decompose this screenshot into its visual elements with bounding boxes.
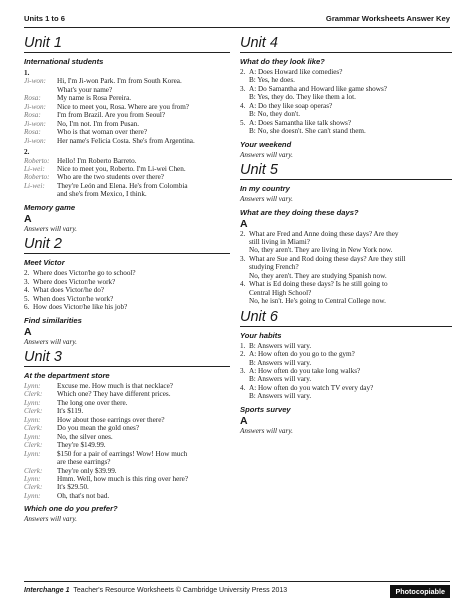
answer-line	[240, 238, 452, 246]
item-number	[240, 375, 249, 383]
item-number	[240, 246, 249, 254]
answers-vary: Answers will vary.	[24, 515, 77, 524]
dialog-line	[24, 137, 230, 145]
item-number: 5.	[240, 118, 246, 127]
answer-line	[240, 85, 452, 93]
item-number	[240, 263, 249, 271]
answers-vary: Answers will vary.	[24, 337, 77, 346]
answer-line	[24, 303, 230, 311]
speaker-name: Li-wei:	[24, 164, 45, 173]
answer-text: B: Answers will vary.	[249, 375, 312, 384]
dialog-line	[24, 128, 230, 136]
item-number: 2.	[240, 68, 246, 76]
unit-5-title: Unit 5	[240, 162, 452, 180]
unit-1-title: Unit 1	[24, 35, 230, 53]
dialog-line	[24, 165, 230, 173]
answer-text: A: Do Samantha and Howard like game shows?	[249, 84, 387, 93]
section-heading: Meet Victor	[24, 258, 65, 268]
dialog-line	[24, 407, 230, 415]
item-number: 2.	[240, 229, 246, 238]
answer-text: A: Does Howard like comedies?	[249, 68, 343, 76]
dialog-line	[24, 103, 230, 111]
answer-text: A: How often do you go to the gym?	[249, 350, 355, 359]
answer-line	[24, 295, 230, 303]
photocopiable-badge: Photocopiable	[390, 585, 450, 598]
unit-4-title: Unit 4	[240, 35, 452, 53]
footer-rule	[24, 581, 450, 582]
header-rule	[24, 27, 450, 28]
section-heading: What are they doing these days?	[240, 207, 359, 217]
item-number	[240, 359, 249, 367]
exercise-number: 2.	[24, 148, 30, 157]
dialog-line	[24, 475, 230, 483]
item-number: 3.	[240, 254, 246, 263]
item-number	[240, 297, 249, 305]
answer-line	[240, 255, 452, 263]
speaker-name: Rosa:	[24, 94, 41, 103]
answer-text: B: Answers will vary.	[249, 392, 312, 401]
exercise-letter: A	[240, 217, 248, 230]
dialog-line	[24, 424, 230, 432]
answer-text: Central High School?	[249, 288, 312, 297]
item-number	[240, 110, 249, 118]
answer-text: A: Do they like soap operas?	[249, 101, 333, 110]
dialog-line	[24, 467, 230, 475]
answer-line	[240, 342, 452, 350]
answer-line	[240, 359, 452, 367]
answer-line	[24, 286, 230, 294]
speaker-name: Clerk:	[24, 466, 43, 475]
dialog-line	[24, 190, 230, 198]
item-number	[240, 289, 249, 297]
section-heading: Your habits	[240, 330, 282, 340]
dialog-line	[24, 441, 230, 449]
dialog-line	[24, 450, 230, 458]
speaker-name: Clerk:	[24, 483, 43, 492]
speaker-name: Clerk:	[24, 424, 43, 433]
item-number	[240, 93, 249, 101]
dialog-line	[24, 483, 230, 491]
dialog-text: The long one over there.	[57, 398, 128, 407]
dialog-text: How about those earrings over there?	[57, 415, 165, 424]
item-number: 6.	[24, 303, 30, 312]
answer-line	[240, 272, 452, 280]
dialog-text: My name is Rosa Pereira.	[57, 94, 132, 103]
answer-line	[24, 278, 230, 286]
answer-line	[240, 375, 452, 383]
section-heading: At the department store	[24, 370, 110, 380]
dialog-line	[24, 458, 230, 466]
answer-line	[240, 110, 452, 118]
dialog-text: I'm from Brazil. Are you from Seoul?	[57, 111, 166, 120]
answer-text: B: Answers will vary.	[249, 341, 312, 350]
dialog-text: They're only $39.99.	[57, 466, 117, 475]
speaker-name: Lynn:	[24, 474, 41, 483]
header-left: Units 1 to 6	[24, 14, 65, 23]
dialog-text: are these earrings?	[57, 458, 111, 467]
answer-line	[240, 230, 452, 238]
answers-vary: Answers will vary.	[240, 150, 293, 159]
section-heading: Memory game	[24, 202, 76, 212]
item-number: 4.	[24, 286, 30, 295]
speaker-name: Clerk:	[24, 441, 43, 450]
dialog-text: Hi, I'm Ji-won Park. I'm from South Korea.	[57, 77, 182, 86]
answer-line	[240, 93, 452, 101]
dialog-text: Who are the two students over there?	[57, 173, 164, 182]
section-heading: Which one do you prefer?	[24, 504, 118, 514]
answer-text: B: Yes, they do. They like them a lot.	[249, 93, 356, 102]
section-heading: Sports survey	[240, 404, 291, 414]
footer-credit: Teacher's Resource Worksheets © Cambridge University Press 2013	[73, 587, 288, 594]
answer-text: A: Does Samantha like talk shows?	[249, 118, 352, 127]
dialog-text: It's $119.	[57, 407, 84, 416]
section-heading: What do they look like?	[240, 57, 325, 66]
answer-text: How does Victor/he like his job?	[33, 303, 128, 312]
footer-series: Interchange 1	[24, 587, 70, 594]
page-header	[24, 14, 450, 28]
answer-line	[240, 246, 452, 254]
answer-line	[240, 119, 452, 127]
dialog-text: and she's from Mexico, I think.	[57, 190, 147, 199]
exercise-number: 1.	[24, 69, 30, 77]
dialog-line	[24, 111, 230, 119]
dialog-text: $150 for a pair of earrings! Wow! How much	[57, 449, 188, 458]
speaker-name: Ji-won:	[24, 136, 46, 145]
answer-text: No, they aren't. They are studying Spanish now.	[249, 271, 387, 280]
answer-text: What is Ed doing these days? Is he still going to	[249, 280, 388, 289]
item-number	[240, 76, 249, 84]
dialog-text: They're León and Elena. He's from Colombia	[57, 181, 188, 190]
dialog-text: Oh, that's not bad.	[57, 491, 110, 500]
answer-line	[240, 392, 452, 400]
unit-2-title: Unit 2	[24, 236, 230, 254]
answer-line	[240, 350, 452, 358]
dialog-line	[24, 86, 230, 94]
section-heading: Your weekend	[240, 139, 292, 149]
item-number: 5.	[24, 294, 30, 303]
dialog-text: Who is that woman over there?	[57, 128, 148, 137]
answer-line	[240, 384, 452, 392]
dialog-text: Which one? They have different prices.	[57, 390, 171, 399]
answer-text: B: Yes, he does.	[249, 76, 295, 85]
item-number: 4.	[240, 101, 246, 110]
answer-line	[240, 68, 452, 76]
dialog-text: They're $149.99.	[57, 441, 106, 450]
speaker-name: Rosa:	[24, 111, 41, 120]
unit-6-title: Unit 6	[240, 309, 452, 327]
answer-text: B: No, they don't.	[249, 110, 301, 119]
speaker-name: Rosa:	[24, 128, 41, 137]
item-number: 2.	[24, 269, 30, 278]
footer-text	[24, 587, 287, 594]
answer-text: still living in Miami?	[249, 237, 310, 246]
answer-line	[240, 127, 452, 135]
dialog-line	[24, 173, 230, 181]
speaker-name: Lynn:	[24, 491, 41, 500]
speaker-name: Li-wei:	[24, 181, 45, 190]
item-number	[240, 238, 249, 246]
dialog-text: Nice to meet you, Rosa. Where are you from?	[57, 102, 189, 111]
page-footer	[24, 585, 450, 599]
dialog-text: It's $29.50.	[57, 483, 89, 492]
answer-text: B: Answers will vary.	[249, 358, 312, 367]
speaker-name: Lynn:	[24, 449, 41, 458]
speaker-name: Ji-won:	[24, 77, 46, 86]
exercise-letter: A	[240, 414, 248, 427]
answer-text: What are Sue and Rod doing these days? Are they still	[249, 254, 406, 263]
dialog-line	[24, 77, 230, 85]
left-column	[24, 32, 230, 524]
item-number: 4.	[240, 383, 246, 392]
item-number	[240, 272, 249, 280]
unit-3-title: Unit 3	[24, 349, 230, 367]
section-heading: In my country	[240, 184, 290, 194]
dialog-line	[24, 416, 230, 424]
speaker-name	[24, 458, 57, 466]
dialog-text: Hello! I'm Roberto Barreto.	[57, 156, 137, 165]
answer-line	[240, 289, 452, 297]
speaker-name: Clerk:	[24, 390, 43, 399]
answer-line	[240, 297, 452, 305]
answer-text: Where does Victor/he go to school?	[33, 269, 136, 278]
answer-text: No, he isn't. He's going to Central College now.	[249, 297, 386, 306]
dialog-text: No, the silver ones.	[57, 432, 113, 441]
item-number	[240, 127, 249, 135]
answers-vary: Answers will vary.	[240, 426, 293, 435]
dialog-line	[24, 399, 230, 407]
speaker-name: Ji-won:	[24, 102, 46, 111]
answer-text: When does Victor/he work?	[33, 294, 114, 303]
item-number: 3.	[24, 277, 30, 286]
section-heading: Find similarities	[24, 315, 82, 325]
item-number: 4.	[240, 280, 246, 289]
dialog-text: Excuse me. How much is that necklace?	[57, 381, 173, 390]
dialog-text: Do you mean the gold ones?	[57, 424, 140, 433]
speaker-name: Lynn:	[24, 432, 41, 441]
item-number	[240, 392, 249, 400]
dialog-line	[24, 382, 230, 390]
exercise-letter: A	[24, 325, 32, 338]
speaker-name: Roberto:	[24, 156, 50, 165]
answer-text: B: No, she doesn't. She can't stand them.	[249, 127, 366, 136]
exercise-letter: A	[24, 212, 32, 225]
dialog-line	[24, 157, 230, 165]
item-number: 3.	[240, 366, 246, 375]
section-heading: International students	[24, 57, 104, 66]
dialog-text: Hmm. Well, how much is this ring over here?	[57, 474, 189, 483]
answer-line	[240, 263, 452, 271]
speaker-name: Roberto:	[24, 173, 50, 182]
answer-line	[240, 280, 452, 288]
answer-text: What are Fred and Anne doing these days? Are they	[249, 229, 399, 238]
answer-text: Where does Victor/he work?	[33, 277, 116, 286]
answers-vary: Answers will vary.	[240, 195, 293, 204]
answer-text: What does Victor/he do?	[33, 286, 105, 295]
answer-line	[240, 367, 452, 375]
speaker-name: Clerk:	[24, 407, 43, 416]
answer-text: A: How often do you take long walks?	[249, 366, 361, 375]
dialog-line	[24, 492, 230, 500]
item-number: 1.	[240, 341, 246, 350]
dialog-line	[24, 182, 230, 190]
dialog-text: Her name's Felicia Costa. She's from Argentina.	[57, 136, 195, 145]
speaker-name: Lynn:	[24, 415, 41, 424]
speaker-name	[24, 190, 57, 198]
speaker-name: Ji-won:	[24, 119, 46, 128]
answer-text: studying French?	[249, 263, 299, 272]
answer-text: A: How often do you watch TV every day?	[249, 383, 374, 392]
right-column	[240, 32, 452, 435]
answers-vary: Answers will vary.	[24, 224, 77, 233]
answer-line	[240, 76, 452, 84]
speaker-name	[24, 86, 57, 94]
item-number: 2.	[240, 350, 246, 359]
dialog-line	[24, 120, 230, 128]
answer-line	[24, 269, 230, 277]
dialog-text: Nice to meet you, Roberto. I'm Li-wei Chen.	[57, 164, 186, 173]
dialog-line	[24, 433, 230, 441]
header-right: Grammar Worksheets Answer Key	[325, 14, 450, 23]
answer-text: No, they aren't. They are living in New York now.	[249, 246, 393, 255]
dialog-text: What's your name?	[57, 85, 113, 94]
speaker-name: Lynn:	[24, 381, 41, 390]
dialog-line	[24, 94, 230, 102]
dialog-text: No, I'm not. I'm from Pusan.	[57, 119, 140, 128]
dialog-line	[24, 390, 230, 398]
item-number: 3.	[240, 84, 246, 93]
answer-line	[240, 102, 452, 110]
speaker-name: Lynn:	[24, 398, 41, 407]
